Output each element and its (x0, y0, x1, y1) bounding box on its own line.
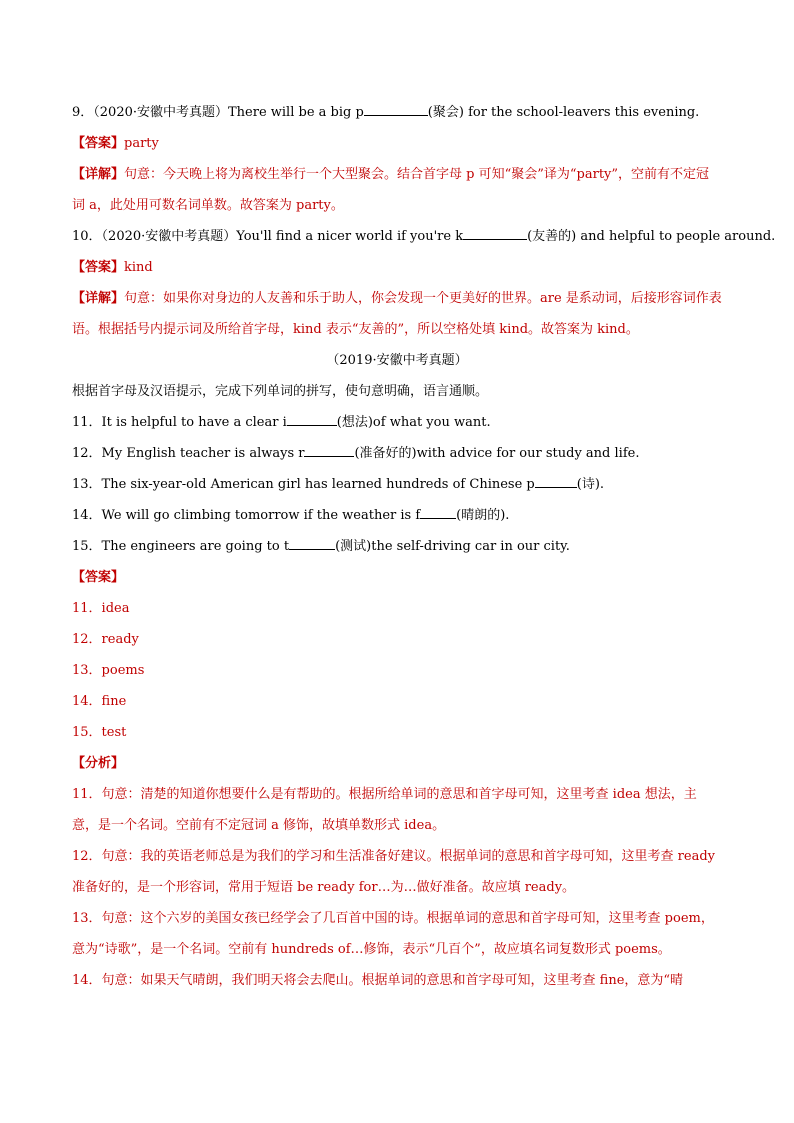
question-suffix: (晴朗的). (456, 508, 510, 523)
question-suffix: (测试)the self-driving car in our city. (335, 539, 570, 554)
answer-blank (304, 441, 354, 457)
question-12 (72, 438, 722, 469)
answer-blank (535, 472, 577, 488)
answer-9 (72, 128, 722, 159)
question-13 (72, 469, 722, 500)
answer-blank (420, 503, 456, 519)
question-9-letter: p (355, 105, 364, 120)
question-prefix: 15．The engineers are going to (72, 539, 284, 554)
answer-item: 15．test (72, 725, 127, 740)
detail-tag: 【详解】 (72, 291, 125, 306)
answer-blank (364, 100, 428, 116)
detail-10-text: 句意：如果你对身边的人友善和乐于助人，你会发现一个更美好的世界。are 是系动词，后接形容词作表语。根据括号内提示词及所给首字母，kind 表示“友善的”，所以空格处填 kind。故答案为 kind。 (72, 291, 722, 337)
detail-10 (72, 283, 722, 345)
answer-9-text: party (124, 136, 159, 151)
answer-blank (289, 534, 335, 550)
question-prefix: 14．We will go climbing tomorrow if the weather is (72, 508, 416, 523)
analysis-item: 13．句意：这个六岁的美国女孩已经学会了几百首中国的诗。根据单词的意思和首字母可知，这里考查 poem，意为“诗歌”，是一个名词。空前有 hundreds of…修饰，表示“几百个”，故应填名词复数形式 poems。 (72, 911, 714, 957)
answer-item: 14．fine (72, 694, 127, 709)
analysis-item: 12．句意：我的英语老师总是为我们的学习和生活准备好建议。根据单词的意思和首字母可知，这里考查 ready 准备好的，是一个形容词，常用于短语 be ready for…为…做好准备。故应填 ready。 (72, 849, 715, 895)
section-title: （2019·安徽中考真题） (326, 353, 468, 368)
question-9-prefix: 9．（2020·安徽中考真题）There will be a big (72, 105, 356, 120)
question-10-prefix: 10．（2020·安徽中考真题）You'll find a nicer world if you're (72, 229, 456, 244)
question-suffix: (想法)of what you want. (336, 415, 491, 430)
detail-9 (72, 159, 722, 221)
question-prefix: 12．My English teacher is always (72, 446, 299, 461)
question-prefix: 13．The six-year-old American girl has learned hundreds of Chinese (72, 477, 527, 492)
detail-tag: 【详解】 (72, 167, 125, 182)
analysis-item: 14．句意：如果天气晴朗，我们明天将会去爬山。根据单词的意思和首字母可知，这里考查 fine，意为“晴 (72, 973, 684, 988)
analysis-item: 11．句意：清楚的知道你想要什么是有帮助的。根据所给单词的意思和首字母可知，这里考查 idea 想法，主意，是一个名词。空前有不定冠词 a 修饰，故填单数形式 idea。 (72, 787, 697, 833)
question-15 (72, 531, 722, 562)
detail-9-text: 句意：今天晚上将为离校生举行一个大型聚会。结合首字母 p 可知“聚会”译为“party”，空前有不定冠词 a，此处用可数名词单数。故答案为 party。 (72, 167, 710, 213)
answer-10-text: kind (124, 260, 153, 275)
question-letter: f (415, 508, 421, 523)
answer-blank (463, 224, 527, 240)
question-10-suffix: (友善的) and helpful to people around. (527, 229, 776, 244)
question-suffix: (准备好的)with advice for our study and life. (354, 446, 640, 461)
question-9-suffix: (聚会) for the school-leavers this evening. (427, 105, 700, 120)
question-9 (72, 97, 722, 128)
analysis-tag: 【分析】 (72, 756, 125, 771)
answer-item: 12．ready (72, 632, 139, 647)
question-14 (72, 500, 722, 531)
answer-tag: 【答案】 (72, 136, 125, 151)
question-10 (72, 221, 776, 252)
question-letter: i (282, 415, 287, 430)
question-11 (72, 407, 722, 438)
question-letter: t (283, 539, 290, 554)
answer-item: 11．idea (72, 601, 130, 616)
answer-item: 13．poems (72, 663, 145, 678)
answer-tag: 【答案】 (72, 570, 125, 585)
question-10-letter: k (455, 229, 464, 244)
answer-blank (287, 410, 337, 426)
instruction: 根据首字母及汉语提示，完成下列单词的拼写，使句意明确，语言通顺。 (72, 384, 489, 399)
question-suffix: (诗). (576, 477, 605, 492)
document-page (72, 97, 776, 996)
question-prefix: 11．It is helpful to have a clear (72, 415, 283, 430)
answer-10 (72, 252, 722, 283)
question-letter: r (298, 446, 305, 461)
question-letter: p (526, 477, 535, 492)
answer-tag: 【答案】 (72, 260, 125, 275)
